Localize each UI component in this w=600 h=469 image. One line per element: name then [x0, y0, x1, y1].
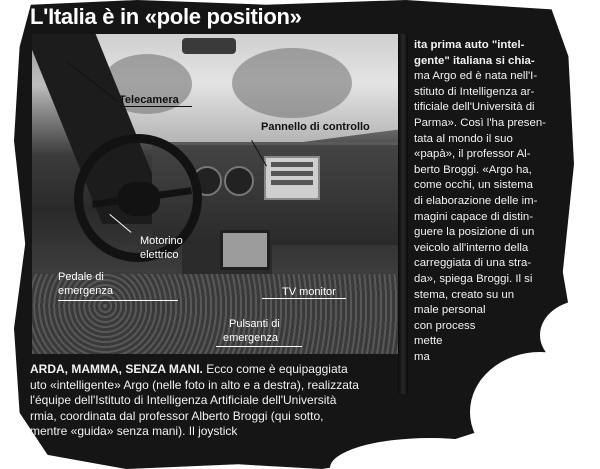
- column-line: male personal: [414, 304, 486, 317]
- callout-line: [120, 106, 192, 107]
- caption-line: rmia, coordinata dal professor Alberto Broggi (qui sotto,: [30, 408, 324, 423]
- column-line: magini capace di distin-: [414, 210, 534, 223]
- column-line: stituto di Intelligenza ar-: [414, 85, 535, 98]
- tree-shape: [232, 48, 352, 118]
- label-pedale-2: emergenza: [58, 285, 114, 297]
- caption-line: mentre «guida» senza mani). Il joystick: [30, 424, 238, 438]
- label-pulsanti-1: Pulsanti di: [229, 318, 280, 330]
- caption-lead: ARDA, MAMMA, SENZA MANI.: [30, 362, 203, 376]
- column-line: ita prima auto "intel-: [414, 39, 525, 51]
- gauge-icon: [224, 166, 254, 196]
- tv-monitor-device: [220, 230, 270, 270]
- column-line: carreggiata di una stra-: [414, 257, 532, 270]
- rearview-mirror: [182, 38, 236, 54]
- column-line: stema, creato su un: [414, 288, 515, 301]
- column-line: mette: [414, 335, 443, 348]
- photo-caption: [30, 362, 395, 440]
- column-line: di elaborazione delle im-: [414, 194, 538, 207]
- column-line: «papà», il professor Al-: [414, 148, 531, 161]
- headline: L'Italia è in «pole position»: [30, 4, 302, 29]
- callout-line: [216, 346, 302, 347]
- torn-edge: [0, 380, 16, 469]
- caption-line: uto «intelligente» Argo (nelle foto in alto e a destra), realizzata: [30, 377, 359, 392]
- column-line: guere la posizione di un: [414, 226, 535, 239]
- control-panel: [264, 156, 320, 200]
- label-motorino-2: elettrico: [140, 249, 179, 261]
- label-tv-monitor: TV monitor: [282, 286, 336, 298]
- label-pedale-1: Pedale di: [58, 271, 104, 283]
- label-motorino-1: Motorino: [140, 235, 183, 247]
- column-line: ma Argo ed è nata nell'I-: [414, 70, 538, 83]
- page-fold: [398, 34, 408, 394]
- caption-line: Ecco come è equipaggiata: [202, 362, 348, 376]
- car-interior-photo: [32, 34, 398, 354]
- label-pannello: Pannello di controllo: [261, 121, 370, 133]
- column-line: tificiale dell'Università di: [414, 101, 535, 114]
- column-line: da», spiega Broggi. Il si: [414, 272, 533, 285]
- column-line: Parma». Così l'ha presen-: [414, 116, 546, 129]
- callout-line: [262, 298, 346, 299]
- column-line: tata al mondo il suo: [414, 132, 513, 145]
- label-telecamera: Telecamera: [119, 94, 179, 106]
- label-pulsanti-2: emergenza: [223, 332, 279, 344]
- column-line: gente" italiana si chia-: [414, 54, 535, 67]
- column-line: ma: [414, 350, 430, 363]
- column-line: berto Broggi. «Argo ha,: [414, 163, 532, 176]
- column-line: veicolo all'interno della: [414, 241, 529, 254]
- caption-line: l'équipe dell'Istituto di Intelligenza Artificiale dell'Università: [30, 393, 337, 407]
- column-line: con process: [414, 319, 476, 332]
- column-line: come occhi, un sistema: [414, 179, 534, 192]
- callout-line: [58, 300, 178, 301]
- steering-hub: [118, 182, 160, 216]
